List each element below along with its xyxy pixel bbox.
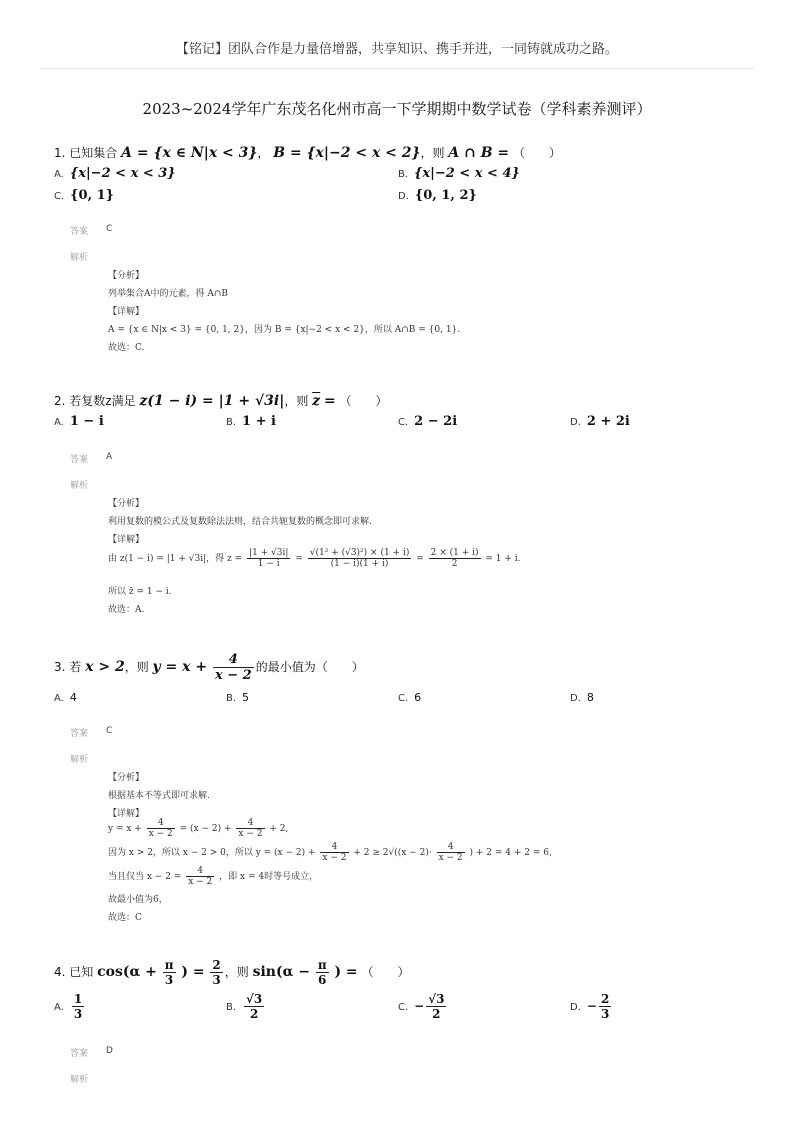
option-label: A.: [54, 693, 64, 704]
detail-text: 因为 x > 2，所以 x − 2 > 0，所以 y = (x − 2) +: [108, 848, 316, 858]
analysis-heading: 【分析】: [108, 271, 145, 281]
fraction-numerator: π: [317, 958, 327, 972]
option-text: 1 + i: [242, 414, 276, 429]
fraction-numerator: 2: [600, 992, 610, 1006]
option-b[interactable]: [398, 166, 520, 181]
option-label: B.: [226, 417, 237, 428]
option-label: C.: [54, 191, 65, 202]
option-label: A.: [54, 1002, 64, 1013]
equals-expr: ) =: [181, 964, 205, 980]
detail-text: 当且仅当 x − 2 =: [108, 872, 182, 882]
motto-banner: 【铭记】团队合作是力量倍增器，共享知识、携手并进，一同铸就成功之路。: [175, 42, 618, 57]
question-3-stem: [54, 652, 364, 683]
option-label: D.: [570, 1002, 581, 1013]
set-b-expr: B = {x|−2 < x < 2}: [273, 145, 421, 161]
analysis-label: 解析: [70, 755, 89, 765]
fraction-numerator: √(1² + (√3)²) × (1 + i): [309, 548, 410, 558]
fraction-denominator: 2: [451, 559, 458, 569]
option-sign: −: [414, 999, 425, 1013]
answer-blank: （ ）: [512, 146, 561, 160]
option-label: B.: [398, 169, 409, 180]
detail-line: [108, 548, 521, 569]
option-fraction: [72, 992, 84, 1021]
fraction-numerator: 2: [212, 958, 221, 972]
fraction: [186, 866, 214, 887]
fraction-numerator: √3: [246, 992, 263, 1006]
answer-value: C: [106, 726, 113, 736]
option-d[interactable]: [570, 690, 594, 704]
fraction-denominator: 2: [249, 1007, 259, 1021]
header-divider: [40, 68, 754, 69]
option-label: A.: [54, 169, 64, 180]
fraction: [210, 958, 222, 987]
option-label: C.: [398, 693, 409, 704]
conjugate-z: $\overline{z}$: [312, 393, 321, 409]
detail-line: A = {x ∈ N|x < 3} = {0, 1, 2}，因为 B = {x|−2 < x < 2}，所以 A∩B = {0, 1}.: [108, 325, 461, 335]
option-a[interactable]: [54, 690, 77, 704]
option-label: D.: [570, 417, 581, 428]
fraction: [236, 818, 264, 839]
detail-text: = 1 + i.: [485, 554, 521, 564]
equals-sign: =: [416, 554, 424, 564]
condition-expr: z(1 − i) = |1 + √3i|: [139, 393, 285, 409]
detail-text: + 2 ≥ 2√((x − 2)·: [353, 848, 432, 858]
fraction-denominator: 3: [212, 973, 221, 987]
option-text: {x|−2 < x < 4}: [414, 166, 520, 181]
fraction-denominator: 2: [432, 1007, 441, 1021]
fraction-numerator: √3: [428, 992, 445, 1006]
answer-label: 答案: [70, 1049, 89, 1059]
question-number: 4.: [54, 965, 66, 979]
fraction-numerator: 4: [186, 866, 214, 877]
answer-blank: （ ）: [361, 965, 410, 979]
answer-value: A: [106, 452, 113, 462]
fraction-denominator: x − 2: [148, 829, 173, 839]
option-label: C.: [398, 1002, 409, 1013]
exam-title: 2023~2024学年广东茂名化州市高一下学期期中数学试卷（学科素养测评）: [142, 100, 652, 118]
answer-label: 答案: [70, 227, 89, 237]
fraction-denominator: 3: [600, 1007, 610, 1021]
option-label: D.: [570, 693, 581, 704]
fraction-denominator: (1 − i)(1 + i): [330, 559, 389, 569]
question-2-stem: [54, 392, 388, 409]
fraction: [213, 652, 254, 683]
detail-line: [108, 866, 318, 887]
fraction-numerator: 1: [73, 992, 83, 1006]
equals-sign: =: [323, 393, 336, 409]
conclusion-line: 故选：A.: [108, 605, 145, 615]
fraction-numerator: 4: [236, 818, 264, 829]
option-text: {0, 1}: [70, 188, 115, 203]
answer-label: 答案: [70, 455, 89, 465]
option-c[interactable]: [398, 992, 448, 1021]
option-c[interactable]: [54, 188, 114, 203]
analysis-heading: 【分析】: [108, 773, 145, 783]
option-text: 2 − 2i: [414, 414, 458, 429]
option-label: D.: [398, 191, 409, 202]
detail-line: [108, 842, 552, 863]
stem-text: 的最小值为（ ）: [255, 660, 364, 674]
intersection-expr: A ∩ B =: [448, 145, 510, 161]
fraction: [316, 958, 329, 987]
stem-text: ，则: [420, 146, 445, 160]
fraction: [429, 548, 481, 569]
detail-text: 由 z(1 − i) = |1 + √3i|，得 z =: [108, 554, 243, 564]
option-fraction: [599, 992, 611, 1021]
option-sign: −: [586, 999, 597, 1013]
option-text: 6: [414, 691, 422, 704]
option-text: 1 − i: [69, 414, 104, 429]
option-c[interactable]: [398, 690, 421, 704]
detail-text: + 2,: [269, 824, 289, 834]
fraction-denominator: 6: [318, 973, 327, 987]
option-fraction: [426, 992, 446, 1021]
stem-text: 若: [69, 660, 82, 674]
option-d[interactable]: [570, 992, 613, 1021]
equals-sign: =: [295, 554, 303, 564]
fraction: [308, 548, 412, 569]
answer-label: 答案: [70, 729, 89, 739]
analysis-line: 根据基本不等式即可求解.: [108, 791, 210, 801]
sin-expr: sin(α −: [252, 964, 310, 980]
fraction-denominator: x − 2: [188, 877, 213, 887]
analysis-label: 解析: [70, 1075, 89, 1085]
option-text: 4: [69, 691, 77, 704]
stem-text: 已知集合: [69, 146, 118, 160]
detail-heading: 【详解】: [108, 535, 145, 545]
answer-value: D: [106, 1046, 113, 1056]
option-label: B.: [226, 693, 237, 704]
option-label: C.: [398, 417, 409, 428]
analysis-label: 解析: [70, 481, 89, 491]
option-b[interactable]: [226, 414, 276, 429]
analysis-line: 利用复数的模公式及复数除法法则，结合共轭复数的概念即可求解.: [108, 517, 372, 527]
question-number: 3.: [54, 660, 66, 674]
detail-text: = (x − 2) +: [179, 824, 232, 834]
fraction-numerator: 4: [320, 842, 348, 853]
function-expr: y = x +: [152, 659, 208, 675]
cos-expr: cos(α +: [97, 964, 157, 980]
option-text: {0, 1, 2}: [414, 188, 477, 203]
detail-heading: 【详解】: [108, 809, 145, 819]
fraction-numerator: π: [164, 958, 174, 972]
detail-heading: 【详解】: [108, 307, 145, 317]
condition-expr: x > 2: [85, 659, 125, 675]
option-fraction: [244, 992, 264, 1021]
option-a[interactable]: [54, 166, 176, 181]
stem-text: ，则: [284, 394, 309, 408]
conclusion-line: 故选：C.: [108, 343, 145, 353]
stem-text: 已知: [69, 965, 94, 979]
fraction-numerator: |1 + √3i|: [249, 548, 289, 558]
fraction: [163, 958, 176, 987]
fraction-denominator: 1 − i: [257, 559, 280, 569]
option-label: A.: [54, 417, 64, 428]
question-1-stem: [54, 144, 561, 161]
result-line: 故最小值为6，: [108, 895, 168, 905]
detail-text: ) + 2 = 4 + 2 = 6,: [469, 848, 552, 858]
detail-line: [108, 818, 288, 839]
analysis-label: 解析: [70, 253, 89, 263]
fraction-denominator: x − 2: [322, 853, 347, 863]
option-text: {x|−2 < x < 3}: [69, 166, 176, 181]
stem-text: ，则: [124, 660, 149, 674]
fraction: [247, 548, 290, 569]
fraction: [320, 842, 348, 863]
option-text: 5: [242, 691, 250, 704]
detail-text: y = x +: [108, 824, 142, 834]
fraction-numerator: 4: [147, 818, 175, 829]
set-a-expr: A = {x ∈ N|x < 3}: [121, 145, 258, 161]
question-number: 2.: [54, 394, 66, 408]
option-label: B.: [226, 1002, 237, 1013]
fraction: [147, 818, 175, 839]
analysis-line: 列举集合A中的元素，得 A∩B: [108, 289, 229, 299]
fraction-denominator: x − 2: [214, 668, 252, 683]
fraction-numerator: 2 × (1 + i): [430, 548, 479, 558]
analysis-heading: 【分析】: [108, 499, 145, 509]
option-text: 8: [586, 691, 594, 704]
question-4-stem: [54, 958, 410, 987]
stem-text: 若复数z满足: [69, 394, 136, 408]
fraction-numerator: 4: [437, 842, 465, 853]
fraction-denominator: 3: [164, 973, 174, 987]
option-c[interactable]: [398, 414, 457, 429]
option-a[interactable]: [54, 414, 104, 429]
fraction-denominator: x − 2: [438, 853, 463, 863]
conclusion-line: 故选：C: [108, 913, 142, 923]
option-d[interactable]: [570, 414, 630, 429]
option-b[interactable]: [226, 690, 249, 704]
fraction: [437, 842, 465, 863]
option-text: 2 + 2i: [586, 414, 630, 429]
stem-comma: ，: [257, 146, 270, 160]
stem-text: ，则: [224, 965, 249, 979]
option-a[interactable]: [54, 992, 86, 1021]
question-number: 1.: [54, 146, 66, 160]
detail-text: ，即 x = 4时等号成立，: [219, 872, 319, 882]
option-d[interactable]: [398, 188, 477, 203]
fraction-denominator: x − 2: [238, 829, 263, 839]
equals-expr: ) =: [334, 964, 358, 980]
fraction-denominator: 3: [73, 1007, 83, 1021]
answer-value: C: [106, 224, 113, 234]
option-b[interactable]: [226, 992, 266, 1021]
answer-blank: （ ）: [339, 394, 388, 408]
result-line: 所以 z̄ = 1 − i.: [108, 587, 172, 597]
fraction-numerator: 4: [213, 652, 254, 668]
